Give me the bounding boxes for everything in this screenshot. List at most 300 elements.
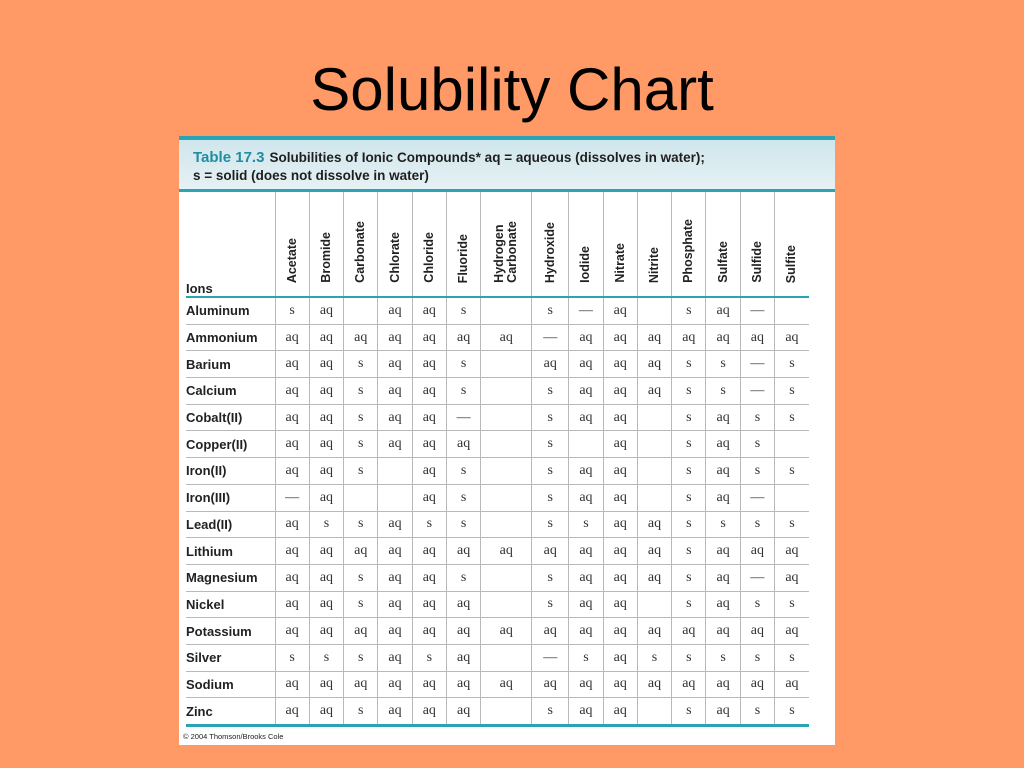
solubility-cell: aq [706,671,740,698]
solubility-cell: aq [603,458,637,485]
solubility-cell: aq [309,458,343,485]
solubility-cell: aq [775,618,809,645]
solubility-cell: aq [275,431,309,458]
solubility-cell: s [672,591,706,618]
solubility-cell: aq [309,484,343,511]
solubility-cell: aq [446,671,480,698]
solubility-cell: s [672,564,706,591]
solubility-cell: aq [569,564,603,591]
solubility-cell: aq [309,351,343,378]
column-header-label: Sulfate [715,241,730,283]
solubility-cell: s [569,644,603,671]
column-header-label: Chloride [421,232,436,283]
caption-line-1 [193,149,835,167]
caption-line-2: s = solid (does not dissolve in water) [193,168,429,183]
solubility-cell: s [532,458,569,485]
solubility-cell: s [740,431,774,458]
solubility-cell: — [740,297,774,324]
solubility-cell: s [775,378,809,405]
solubility-cell: aq [412,698,446,726]
solubility-cell: s [344,511,378,538]
solubility-table-figure [179,136,835,745]
ion-name: Cobalt(II) [186,404,275,431]
solubility-cell: s [672,378,706,405]
solubility-cell: aq [309,378,343,405]
solubility-cell: aq [309,698,343,726]
solubility-cell [481,511,532,538]
solubility-cell: aq [603,538,637,565]
solubility-cell [481,378,532,405]
solubility-cell: aq [706,591,740,618]
solubility-cell: aq [481,538,532,565]
solubility-cell: aq [706,431,740,458]
solubility-cell: s [672,351,706,378]
solubility-cell: aq [309,591,343,618]
solubility-cell: aq [275,324,309,351]
solubility-cell: aq [740,324,774,351]
solubility-cell: aq [637,511,671,538]
column-header-label: Bromide [318,232,333,283]
column-header-label: Acetate [284,237,299,283]
solubility-cell: s [344,564,378,591]
solubility-cell: s [309,511,343,538]
solubility-cell: s [740,404,774,431]
solubility-cell: aq [309,431,343,458]
solubility-cell: s [344,591,378,618]
solubility-cell: aq [706,618,740,645]
solubility-cell: s [672,484,706,511]
solubility-cell: aq [344,538,378,565]
ion-name: Nickel [186,591,275,618]
solubility-cell: aq [569,351,603,378]
ion-name: Silver [186,644,275,671]
solubility-cell: s [344,431,378,458]
column-header-bromide [309,192,343,297]
column-header-label: Sulfide [749,241,764,283]
column-header-label: Hydrogen Carbonate [492,221,520,283]
solubility-cell: aq [706,324,740,351]
solubility-cell [378,484,412,511]
table-row [186,698,809,726]
column-header-phosphate [672,192,706,297]
table-row [186,511,809,538]
solubility-cell: aq [378,538,412,565]
solubility-cell: aq [344,618,378,645]
solubility-cell: aq [309,671,343,698]
solubility-cell: aq [412,351,446,378]
solubility-cell: aq [446,618,480,645]
solubility-cell: aq [481,618,532,645]
table-row [186,324,809,351]
solubility-cell: aq [603,378,637,405]
solubility-cell: s [412,644,446,671]
solubility-cell: s [532,378,569,405]
solubility-cell [481,404,532,431]
column-header-label: Chlorate [387,232,402,283]
table-row [186,591,809,618]
solubility-cell: s [775,644,809,671]
solubility-cell: aq [569,324,603,351]
solubility-cell: aq [344,671,378,698]
column-header-fluoride [446,192,480,297]
solubility-cell: — [740,378,774,405]
solubility-cell: aq [569,591,603,618]
table-row [186,431,809,458]
solubility-cell: aq [569,538,603,565]
table-caption [179,136,835,192]
solubility-cell: s [309,644,343,671]
solubility-cell: aq [309,324,343,351]
solubility-cell [481,351,532,378]
table-row [186,351,809,378]
solubility-cell [775,297,809,324]
solubility-cell: aq [775,324,809,351]
solubility-cell: aq [275,511,309,538]
solubility-cell: aq [532,671,569,698]
solubility-cell: s [446,564,480,591]
solubility-cell: aq [412,297,446,324]
solubility-cell: aq [603,591,637,618]
solubility-cell [481,564,532,591]
solubility-cell: aq [412,564,446,591]
solubility-cell: aq [603,671,637,698]
solubility-cell: s [672,431,706,458]
solubility-cell: s [532,297,569,324]
ion-name: Ammonium [186,324,275,351]
solubility-cell: aq [637,378,671,405]
solubility-cell: s [706,644,740,671]
column-header-hydroxide [532,192,569,297]
solubility-cell: s [775,404,809,431]
solubility-cell: aq [706,564,740,591]
solubility-cell: s [706,351,740,378]
solubility-cell: s [275,644,309,671]
solubility-cell: aq [275,591,309,618]
solubility-cell: aq [309,564,343,591]
solubility-cell: — [532,644,569,671]
solubility-cell: s [446,297,480,324]
header-row [186,192,809,297]
table-row [186,538,809,565]
solubility-cell: aq [275,698,309,726]
table-row [186,564,809,591]
solubility-cell: — [740,351,774,378]
ion-name: Barium [186,351,275,378]
column-header-label: Carbonate [353,221,368,283]
solubility-cell: aq [378,644,412,671]
column-header-acetate [275,192,309,297]
solubility-cell [481,431,532,458]
solubility-cell: aq [309,404,343,431]
table-row [186,378,809,405]
ions-column-header: Ions [186,192,275,297]
solubility-cell [569,431,603,458]
solubility-cell: s [775,591,809,618]
solubility-cell: aq [706,538,740,565]
table-body [186,297,809,726]
solubility-cell: — [740,564,774,591]
solubility-cell [637,484,671,511]
solubility-cell: s [446,511,480,538]
column-header-chloride [412,192,446,297]
table-row [186,458,809,485]
column-header-label: Nitrate [612,243,627,283]
solubility-cell: s [446,378,480,405]
column-header-label: Hydroxide [542,221,557,283]
table-row [186,671,809,698]
ion-name: Copper(II) [186,431,275,458]
solubility-cell: aq [569,698,603,726]
solubility-cell: s [344,644,378,671]
table-row [186,404,809,431]
solubility-cell: — [275,484,309,511]
solubility-cell: aq [412,324,446,351]
solubility-cell: aq [637,324,671,351]
solubility-cell: aq [532,538,569,565]
solubility-cell [481,644,532,671]
solubility-cell: s [532,698,569,726]
solubility-cell: aq [275,564,309,591]
solubility-cell: aq [446,591,480,618]
solubility-cell: s [740,591,774,618]
solubility-cell: aq [569,484,603,511]
solubility-cell: aq [378,671,412,698]
solubility-cell: aq [672,618,706,645]
solubility-cell: s [446,458,480,485]
solubility-cell: aq [637,538,671,565]
solubility-cell [637,404,671,431]
solubility-cell: aq [446,431,480,458]
solubility-cell: aq [446,698,480,726]
solubility-cell: aq [603,484,637,511]
solubility-cell: aq [378,404,412,431]
solubility-cell: aq [603,324,637,351]
solubility-cell: aq [412,378,446,405]
solubility-cell: aq [775,564,809,591]
solubility-cell: aq [275,671,309,698]
solubility-cell: s [775,698,809,726]
solubility-cell: aq [706,297,740,324]
solubility-cell [637,591,671,618]
column-header-sulfite [775,192,809,297]
solubility-cell: aq [378,297,412,324]
solubility-cell: aq [740,538,774,565]
solubility-cell: aq [275,378,309,405]
column-header-label: Nitrite [647,246,662,283]
ion-name: Lead(II) [186,511,275,538]
solubility-cell: s [532,431,569,458]
column-header-sulfate [706,192,740,297]
solubility-cell: aq [412,591,446,618]
solubility-cell: aq [481,324,532,351]
copyright-notice: © 2004 Thomson/Brooks Cole [183,732,284,741]
ion-name: Magnesium [186,564,275,591]
solubility-cell: aq [637,351,671,378]
solubility-cell: aq [603,431,637,458]
solubility-cell [481,698,532,726]
solubility-cell: s [775,458,809,485]
column-header-hydrogen-carbonate [481,192,532,297]
solubility-cell: s [672,538,706,565]
solubility-cell: aq [637,618,671,645]
solubility-cell: s [344,698,378,726]
solubility-cell: aq [309,538,343,565]
solubility-cell: aq [412,484,446,511]
solubility-cell [775,431,809,458]
solubility-cell: aq [275,618,309,645]
solubility-cell: aq [603,644,637,671]
solubility-cell: aq [378,698,412,726]
solubility-cell [344,297,378,324]
solubility-cell: s [740,698,774,726]
column-header-label: Fluoride [456,233,471,283]
solubility-cell: s [775,511,809,538]
column-header-nitrate [603,192,637,297]
solubility-cell: s [775,351,809,378]
solubility-cell: s [672,511,706,538]
column-header-label: Iodide [578,246,593,283]
solubility-cell [481,458,532,485]
solubility-cell: s [672,698,706,726]
ion-name: Iron(III) [186,484,275,511]
solubility-cell: aq [569,671,603,698]
solubility-cell: s [446,351,480,378]
solubility-cell [378,458,412,485]
solubility-cell: s [344,378,378,405]
solubility-cell: s [672,404,706,431]
solubility-cell: aq [706,458,740,485]
solubility-cell: aq [275,351,309,378]
solubility-cell: aq [706,698,740,726]
solubility-cell: aq [603,511,637,538]
solubility-cell: aq [569,618,603,645]
solubility-cell: aq [775,671,809,698]
solubility-cell: s [740,458,774,485]
solubility-cell: s [706,511,740,538]
solubility-cell: aq [603,404,637,431]
solubility-cell: aq [275,458,309,485]
table-row [186,618,809,645]
table-row [186,297,809,324]
solubility-cell [637,297,671,324]
solubility-cell: aq [603,564,637,591]
solubility-cell: aq [569,378,603,405]
solubility-cell: aq [672,324,706,351]
column-header-chlorate [378,192,412,297]
solubility-cell: aq [706,484,740,511]
solubility-cell [637,698,671,726]
solubility-cell: aq [569,404,603,431]
solubility-cell [481,484,532,511]
table-row [186,484,809,511]
ion-name: Zinc [186,698,275,726]
solubility-cell: aq [378,564,412,591]
solubility-cell: aq [344,324,378,351]
solubility-cell: aq [412,671,446,698]
solubility-cell [344,484,378,511]
solubility-cell: aq [637,564,671,591]
solubility-cell: aq [603,698,637,726]
solubility-cell: aq [275,538,309,565]
solubility-cell: aq [775,538,809,565]
solubility-cell: aq [532,351,569,378]
solubility-cell: s [637,644,671,671]
solubility-cell: s [672,458,706,485]
solubility-cell: aq [378,351,412,378]
solubility-cell: aq [412,404,446,431]
solubility-cell: aq [412,431,446,458]
column-header-sulfide [740,192,774,297]
solubility-cell: s [532,404,569,431]
solubility-cell: aq [603,618,637,645]
caption-text-1: Solubilities of Ionic Compounds* aq = aqueous (dissolves in water); [269,150,705,165]
solubility-cell: aq [481,671,532,698]
solubility-cell: aq [378,618,412,645]
solubility-cell: — [740,484,774,511]
ion-name: Sodium [186,671,275,698]
solubility-cell: s [672,297,706,324]
solubility-cell: aq [603,351,637,378]
solubility-cell: s [532,484,569,511]
solubility-cell: aq [569,458,603,485]
solubility-cell: s [672,644,706,671]
caption-table-number: Table 17.3 [193,149,265,166]
solubility-cell: s [532,591,569,618]
solubility-cell: aq [378,378,412,405]
slide-title: Solubility Chart [310,56,714,123]
solubility-table [186,192,809,727]
solubility-cell: s [740,511,774,538]
ion-name: Lithium [186,538,275,565]
solubility-cell: — [569,297,603,324]
solubility-cell: s [569,511,603,538]
solubility-cell [775,484,809,511]
solubility-cell: — [532,324,569,351]
solubility-cell: aq [672,671,706,698]
solubility-cell: s [344,458,378,485]
solubility-cell: aq [412,618,446,645]
solubility-cell: aq [603,297,637,324]
ion-name: Aluminum [186,297,275,324]
solubility-cell: aq [309,297,343,324]
solubility-cell: s [446,484,480,511]
solubility-cell: s [275,297,309,324]
solubility-cell: aq [412,538,446,565]
solubility-cell: s [344,351,378,378]
ion-name: Iron(II) [186,458,275,485]
solubility-cell: — [446,404,480,431]
solubility-cell: s [532,564,569,591]
solubility-cell: aq [446,644,480,671]
table-row [186,644,809,671]
solubility-cell: s [532,511,569,538]
solubility-cell: aq [532,618,569,645]
solubility-cell [637,431,671,458]
ion-name: Calcium [186,378,275,405]
solubility-cell [481,591,532,618]
solubility-cell: aq [740,618,774,645]
solubility-cell: aq [378,431,412,458]
solubility-cell: aq [740,671,774,698]
column-header-carbonate [344,192,378,297]
solubility-cell: aq [378,511,412,538]
solubility-cell: s [740,644,774,671]
solubility-cell: aq [446,538,480,565]
solubility-cell: aq [637,671,671,698]
solubility-cell: s [344,404,378,431]
column-header-iodide [569,192,603,297]
solubility-cell: aq [446,324,480,351]
